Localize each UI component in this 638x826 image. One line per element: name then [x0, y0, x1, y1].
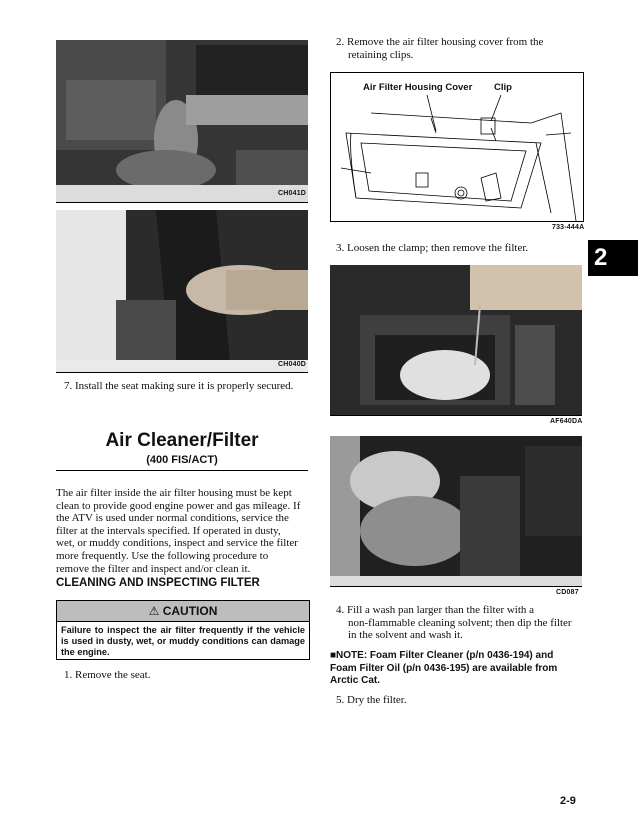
caution-header [57, 601, 309, 622]
note-line: Arctic Cat. [330, 675, 381, 686]
warning-icon: ⚠ [148, 604, 160, 618]
note-marker-icon: ■ [330, 650, 337, 661]
step-4 [336, 604, 582, 642]
page-number: 2-9 [560, 795, 576, 807]
step-3: 3. Loosen the clamp; then remove the filter. [336, 242, 529, 254]
section-title: Air Cleaner/Filter [105, 430, 259, 451]
photo-af640da [330, 265, 582, 416]
step-4-line: non-flammable cleaning solvent; then dip the filter [348, 616, 572, 629]
photo-cd087 [330, 436, 582, 587]
caution-title: CAUTION [162, 604, 218, 618]
figure-code-ch040d: CH040D [278, 361, 307, 368]
intro-line: clean to provide good engine power and gas mileage. If [56, 499, 301, 512]
photo-ch041d [56, 40, 308, 203]
caution-text: Failure to inspect the air filter frequently if the vehicle is used in dusty, wet, or muddy conditions can damage the engine. [61, 625, 305, 657]
caution-box [56, 600, 310, 660]
figure-code-af640da: AF640DA [550, 418, 583, 425]
subheading: CLEANING AND INSPECTING FILTER [56, 577, 260, 589]
step-2-line: 2. Remove the air filter housing cover from the [336, 36, 544, 48]
note-block [330, 650, 582, 688]
note-line: Foam Filter Oil (p/n 0436-195) are available from [330, 662, 558, 674]
intro-line: remove the filter and inspect and/or clean it. [56, 562, 251, 575]
step-5: 5. Dry the filter. [336, 694, 407, 706]
section-title-box [56, 430, 308, 471]
label-clip: Clip [494, 82, 512, 93]
figure-code-ch041d: CH041D [278, 190, 307, 197]
note-line: NOTE: Foam Filter Cleaner (p/n 0436-194) and [336, 650, 554, 661]
figure-code-733: 733-444A [552, 224, 585, 231]
intro-line: more frequently. Use the following procedure to [56, 549, 269, 562]
section-subtitle: (400 FIS/ACT) [146, 454, 218, 466]
intro-paragraph [56, 487, 308, 575]
step-4-line: in the solvent and wash it. [348, 629, 463, 642]
step-4-line: 4. Fill a wash pan larger than the filter with a [336, 604, 535, 616]
step-2-line: retaining clips. [348, 48, 414, 61]
step-2 [336, 36, 582, 61]
photo-ch040d [56, 210, 308, 373]
intro-line: The air filter inside the air filter housing must be kept [56, 487, 292, 499]
chapter-tab: 2 [588, 240, 638, 276]
intro-line: the ATV is used under normal conditions, service the [56, 512, 289, 525]
step-7: 7. Install the seat making sure it is properly secured. [64, 380, 294, 392]
figure-code-cd087: CD087 [556, 589, 579, 596]
label-housing-cover: Air Filter Housing Cover [363, 82, 473, 93]
intro-line: wet, or muddy conditions, inspect and service the filter [56, 537, 298, 550]
step-1: 1. Remove the seat. [64, 669, 151, 681]
diagram-housing-cover [330, 72, 584, 222]
intro-line: filter at the intervals specified. If operated in dusty, [56, 524, 281, 537]
